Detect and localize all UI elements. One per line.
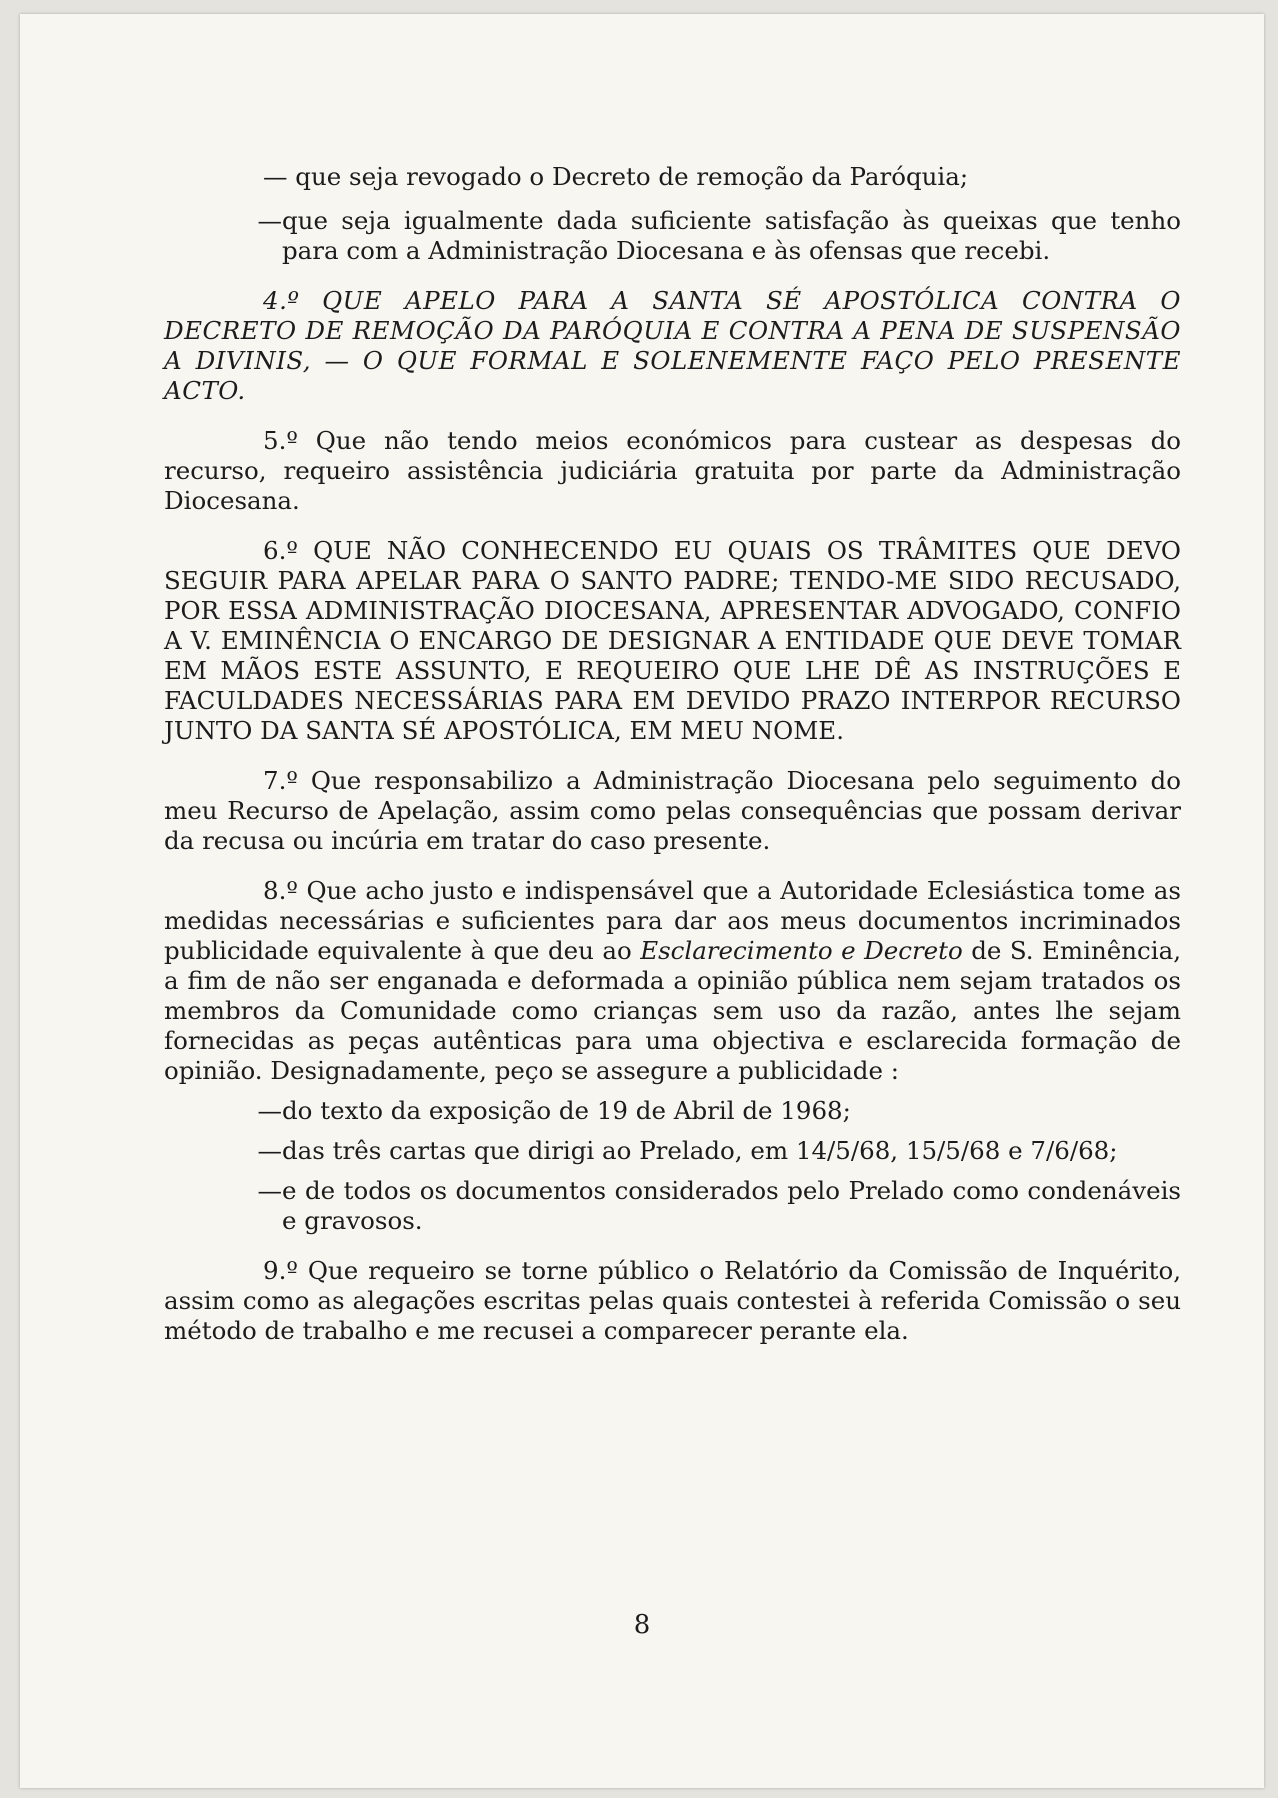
page-number: 8 [633, 1610, 651, 1640]
paragraph-9: 9.º Que requeiro se torne público o Relatório da Comissão de Inquérito, assim como as alegações escritas pelas quais contestei à referida Comissão o seu método de trabalho e me recusei a comparecer perante ela. [164, 1256, 1181, 1345]
paragraph-4-appeal: 4.º QUE APELO PARA A SANTA SÉ APOSTÓLICA CONTRA O DECRETO DE REMOÇÃO DA PARÓQUIA E CONTRA A PENA DE SUSPENSÃO A DIVINIS, — O QUE FORMAL E SOLENEMENTE FAÇO PELO PRESENTE ACTO. [164, 286, 1181, 405]
list-item-letters [164, 1136, 1181, 1166]
paragraph-7: 7.º Que responsabilizo a Administração Diocesana pelo seguimento do meu Recurso de Apelação, assim como pelas consequências que possam derivar da recusa ou incúria em tratar do caso presente. [164, 766, 1181, 855]
list-item-exposition [164, 1096, 1181, 1126]
list-item-text: e de todos os documentos considerados pelo Prelado como condenáveis e gravosos. [282, 1176, 1181, 1235]
paragraph-8 [164, 876, 1181, 1086]
paragraph-8-text-a: 8.º Que acho justo e indispensável que a Autoridade Eclesiástica tome as medidas necessárias e suficientes para dar aos meus documentos incriminados publicidade equivalente à que deu ao [164, 876, 1181, 965]
dash-mark: — [257, 1176, 282, 1205]
paragraph-dash-satisfaction [164, 206, 1181, 266]
dash-mark: — [257, 1096, 282, 1125]
paragraph-5: 5.º Que não tendo meios económicos para custear as despesas do recurso, requeiro assistência judiciária gratuita por parte da Administração Diocesana. [164, 426, 1181, 515]
dash-text: que seja igualmente dada suficiente satisfação às queixas que tenho para com a Administração Diocesana e às ofensas que recebi. [282, 206, 1181, 265]
page-body [164, 162, 1181, 1366]
paragraph-8-italic-title: Esclarecimento e Decreto [640, 936, 963, 965]
document-page [20, 14, 1264, 1788]
list-item-documents [164, 1176, 1181, 1236]
list-item-text: do texto da exposição de 19 de Abril de 1968; [282, 1096, 851, 1125]
paragraph-6: 6.º QUE NÃO CONHECENDO EU QUAIS OS TRÂMITES QUE DEVO SEGUIR PARA APELAR PARA O SANTO PADRE; TENDO-ME SIDO RECUSADO, POR ESSA ADMINISTRAÇÃO DIOCESANA, APRESENTAR ADVOGADO, CONFIO A V. EMINÊNCIA O ENCARGO DE DESIGNAR A ENTIDADE QUE DEVE TOMAR EM MÃOS ESTE ASSUNTO, E REQUEIRO QUE LHE DÊ AS INSTRUÇÕES E FACULDADES NECESSÁRIAS PARA EM DEVIDO PRAZO INTERPOR RECURSO JUNTO DA SANTA SÉ APOSTÓLICA, EM MEU NOME. [164, 536, 1181, 745]
dash-mark: — [257, 206, 282, 235]
paragraph-8-text-b: de S. Eminência, a fim de não ser enganada e deformada a opinião pública nem sejam tratados os membros da Comunidade como crianças sem uso da razão, antes lhe sejam fornecidas as peças autênticas para uma objectiva e esclarecida formação de opinião. Designadamente, peço se assegure a publicidade : [164, 936, 1181, 1085]
dash-mark: — [257, 1136, 282, 1165]
paragraph-dash-revoke: — que seja revogado o Decreto de remoção da Paróquia; [263, 162, 969, 191]
list-item-text: das três cartas que dirigi ao Prelado, em 14/5/68, 15/5/68 e 7/6/68; [282, 1136, 1118, 1165]
